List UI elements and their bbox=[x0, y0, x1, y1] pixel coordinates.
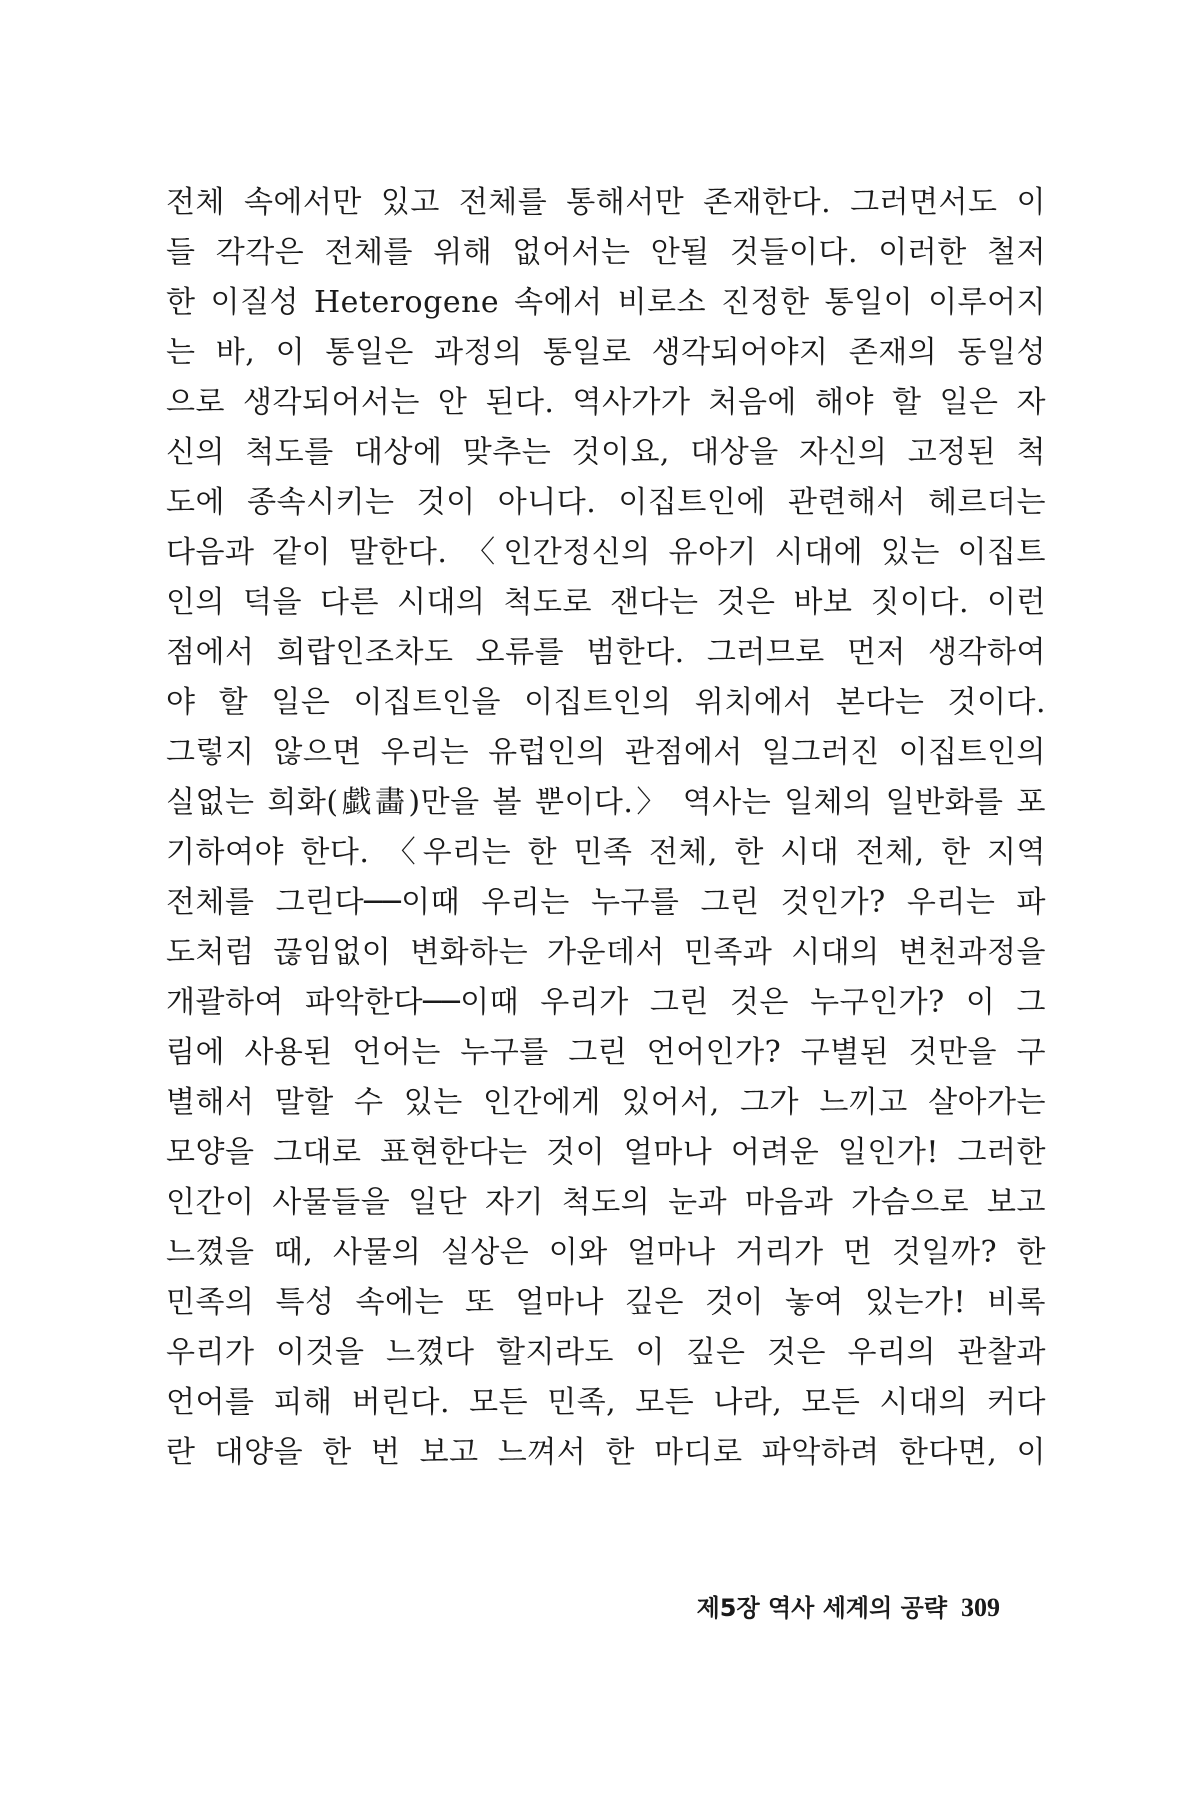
text-line: 우리가 이것을 느꼈다 할지라도 이 깊은 것은 우리의 관찰과 bbox=[166, 1335, 1046, 1370]
text-line: 다음과 같이 말한다. 〈인간정신의 유아기 시대에 있는 이집트 bbox=[166, 535, 1046, 570]
text-line: 느꼈을 때, 사물의 실상은 이와 얼마나 거리가 먼 것일까? 한 bbox=[166, 1235, 1046, 1270]
text-line: 신의 척도를 대상에 맞추는 것이요, 대상을 자신의 고정된 척 bbox=[166, 435, 1046, 470]
text-line: 들 각각은 전체를 위해 없어서는 안될 것들이다. 이러한 철저 bbox=[166, 235, 1046, 270]
text-line: 개괄하여 파악한다──이때 우리가 그린 것은 누구인가? 이 그 bbox=[166, 985, 1046, 1020]
text-line: 으로 생각되어서는 안 된다. 역사가가 처음에 해야 할 일은 자 bbox=[166, 385, 1046, 420]
text-line: 인간이 사물들을 일단 자기 척도의 눈과 마음과 가슴으로 보고 bbox=[166, 1185, 1046, 1220]
text-line: 점에서 희랍인조차도 오류를 범한다. 그러므로 먼저 생각하여 bbox=[166, 635, 1046, 670]
text-line: 민족의 특성 속에는 또 얼마나 깊은 것이 놓여 있는가! 비록 bbox=[166, 1285, 1046, 1320]
text-line: 실없는 희화(戱畵)만을 볼 뿐이다.〉 역사는 일체의 일반화를 포 bbox=[166, 785, 1046, 820]
body-text bbox=[166, 178, 1046, 1478]
page-footer bbox=[697, 1588, 1000, 1628]
text-line: 별해서 말할 수 있는 인간에게 있어서, 그가 느끼고 살아가는 bbox=[166, 1085, 1046, 1120]
page-number: 309 bbox=[961, 1593, 1000, 1622]
text-line: 란 대양을 한 번 보고 느껴서 한 마디로 파악하려 한다면, 이 bbox=[166, 1435, 1046, 1470]
text-line: 모양을 그대로 표현한다는 것이 얼마나 어려운 일인가! 그러한 bbox=[166, 1135, 1046, 1170]
text-line: 그렇지 않으면 우리는 유럽인의 관점에서 일그러진 이집트인의 bbox=[166, 735, 1046, 770]
text-line: 한 이질성 Heterogene 속에서 비로소 진정한 통일이 이루어지 bbox=[166, 285, 1046, 320]
text-line: 야 할 일은 이집트인을 이집트인의 위치에서 본다는 것이다. bbox=[166, 685, 1046, 720]
text-line: 는 바, 이 통일은 과정의 통일로 생각되어야지 존재의 동일성 bbox=[166, 335, 1046, 370]
running-footer-chapter-title: 제5장 역사 세계의 공략 bbox=[696, 1594, 947, 1622]
text-line: 기하여야 한다. 〈우리는 한 민족 전체, 한 시대 전체, 한 지역 bbox=[166, 835, 1046, 870]
text-line: 도처럼 끊임없이 변화하는 가운데서 민족과 시대의 변천과정을 bbox=[166, 935, 1046, 970]
text-line: 림에 사용된 언어는 누구를 그린 언어인가? 구별된 것만을 구 bbox=[166, 1035, 1046, 1070]
text-line: 도에 종속시키는 것이 아니다. 이집트인에 관련해서 헤르더는 bbox=[166, 485, 1046, 520]
text-line: 전체 속에서만 있고 전체를 통해서만 존재한다. 그러면서도 이 bbox=[166, 185, 1046, 220]
text-line: 전체를 그린다──이때 우리는 누구를 그린 것인가? 우리는 파 bbox=[166, 885, 1046, 920]
text-line: 언어를 피해 버린다. 모든 민족, 모든 나라, 모든 시대의 커다 bbox=[166, 1385, 1046, 1420]
text-line: 인의 덕을 다른 시대의 척도로 잰다는 것은 바보 짓이다. 이런 bbox=[166, 585, 1046, 620]
